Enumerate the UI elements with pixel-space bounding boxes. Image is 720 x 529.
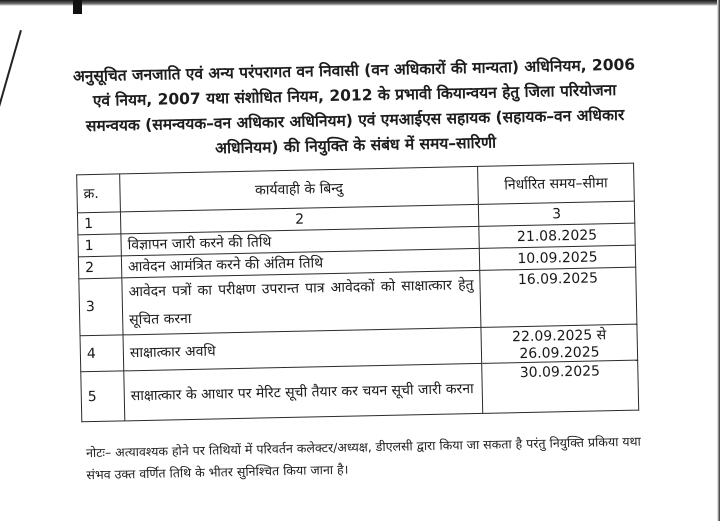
row-action: विज्ञापन जारी करने की तिथि bbox=[121, 226, 479, 255]
column-number-3: 3 bbox=[478, 201, 634, 226]
table-row bbox=[81, 360, 639, 422]
row-date: 21.08.2025 bbox=[479, 223, 635, 248]
row-date: 10.09.2025 bbox=[479, 245, 635, 270]
row-action: आवेदन पत्रों का परीक्षण उपरान्त पात्र आवेदकों को साक्षात्कार हेतु सूचित करना bbox=[122, 270, 481, 334]
footnote: नोटः– अत्यावश्यक होने पर तिथियों में परिवर्तन कलेक्टर/अध्यक्ष, डीएलसी द्वारा किया जा सकता है परंतु नियुक्ति प्रकिया यथा संभव उक्त वर्णित तिथि के भीतर सुनिश्चित किया जाना है। bbox=[85, 433, 641, 483]
document-title: अनुसूचित जनजाति एवं अन्य परंपरागत वन निवासी (वन अधिकारों की मान्यता) अधिनियम, 2006 एवं नियम, 2007 यथा संशोधित नियम, 2012 के प्रभावी कियान्वयन हेतु जिला परियोजना समन्वयक (समन्वयक–वन अधिकार अधिनियम) एवं एमआईएस सहायक (सहायक–वन अधिकार अधिनियम) की नियुक्ति के संबंध में समय–सारिणी bbox=[72, 55, 636, 158]
column-number-1: 1 bbox=[77, 212, 120, 235]
row-action: साक्षात्कार अवधि bbox=[123, 327, 482, 370]
header-action-points: कार्यवाही के बिन्दु bbox=[120, 166, 479, 211]
row-action: साक्षात्कार के आधार पर मेरिट सूची तैयार कर चयन सूची जारी करना bbox=[124, 363, 483, 420]
schedule-table bbox=[76, 163, 639, 423]
row-date: 30.09.2025 bbox=[482, 360, 639, 413]
row-serial: 4 bbox=[80, 335, 124, 372]
row-serial: 5 bbox=[81, 371, 125, 422]
row-date: 16.09.2025 bbox=[480, 267, 637, 327]
row-action: आवेदन आमंत्रित करने की अंतिम तिथि bbox=[121, 248, 479, 277]
row-serial: 3 bbox=[79, 278, 123, 336]
header-time-limit: निर्धारित समय–सीमा bbox=[478, 163, 635, 204]
column-number-2: 2 bbox=[120, 204, 478, 233]
row-date: 22.09.2025 से 26.09.2025 bbox=[481, 324, 638, 363]
row-serial: 1 bbox=[78, 234, 121, 257]
header-serial-no: क्र. bbox=[77, 174, 121, 213]
row-serial: 2 bbox=[78, 256, 121, 279]
